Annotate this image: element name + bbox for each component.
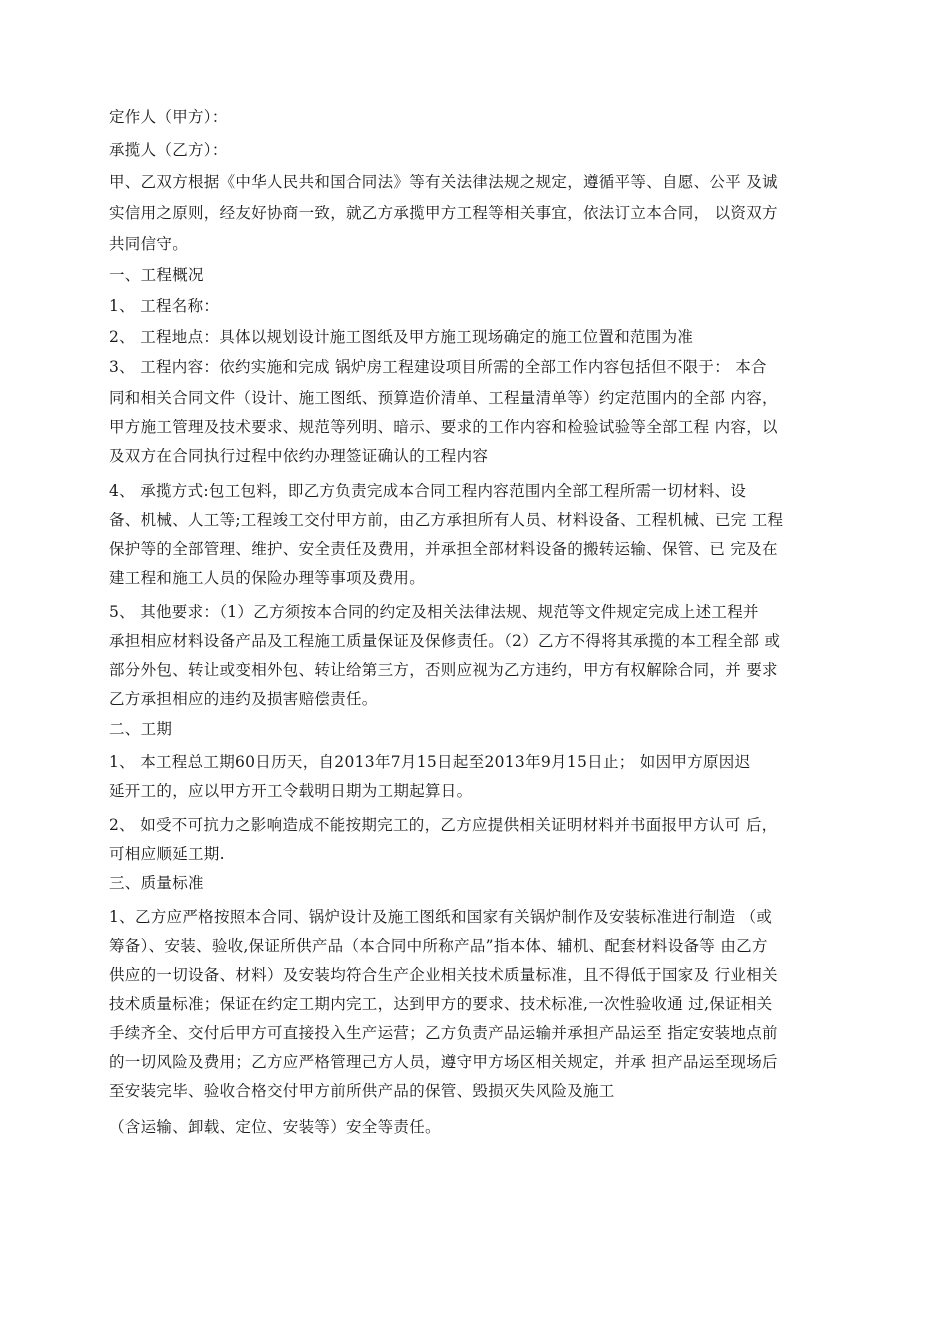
clause-3-1-line-3: 供应的一切设备、材料）及安装均符合生产企业相关技术质量标准，且不得低于国家及 行业相关 bbox=[109, 966, 778, 984]
clause-1-4-line-1: 4、 承揽方式:包工包料，即乙方负责完成本合同工程内容范围内全部工程所需一切材料、设 bbox=[109, 482, 747, 500]
clause-1-5-line-3: 部分外包、转让或变相外包、转让给第三方，否则应视为乙方违约，甲方有权解除合同，并 要求 bbox=[109, 661, 778, 679]
party-b-line: 承揽人（乙方）： bbox=[109, 141, 228, 159]
clause-3-1-line-8: （含运输、卸载、定位、安装等）安全等责任。 bbox=[109, 1118, 441, 1136]
clause-1-5-line-2: 承担相应材料设备产品及工程施工质量保证及保修责任。（2）乙方不得将其承揽的本工程全部 或 bbox=[109, 632, 781, 650]
clause-3-1-line-4: 技术质量标准；保证在约定工期内完工，达到甲方的要求、技术标准,一次性验收通 过,保证相关 bbox=[109, 995, 773, 1013]
clause-3-1-line-1: 1、乙方应严格按照本合同、锅炉设计及施工图纸和国家有关锅炉制作及安装标准进行制造 （或 bbox=[109, 908, 773, 926]
clause-2-2-line-1: 2、 如受不可抗力之影响造成不能按期完工的，乙方应提供相关证明材料并书面报甲方认可 后， bbox=[109, 816, 778, 834]
clause-1-5-line-1: 5、 其他要求：（1）乙方须按本合同的约定及相关法律法规、规范等文件规定完成上述工程并 bbox=[109, 603, 759, 621]
clause-1-2: 2、 工程地点：具体以规划设计施工图纸及甲方施工现场确定的施工位置和范围为准 bbox=[109, 328, 694, 346]
clause-1-3-line-2: 同和相关合同文件（设计、施工图纸、预算造价清单、工程量清单等）约定范围内的全部 内容， bbox=[109, 389, 778, 407]
clause-3-1-line-5: 手续齐全、交付后甲方可直接投入生产运营；乙方负责产品运输并承担产品运至 指定安装地点前 bbox=[109, 1024, 778, 1042]
clause-1-3-line-3: 甲方施工管理及技术要求、规范等列明、暗示、要求的工作内容和检验试验等全部工程 内容，以 bbox=[109, 418, 778, 436]
clause-3-1-line-7: 至安装完毕、验收合格交付甲方前所供产品的保管、毁损灭失风险及施工 bbox=[109, 1082, 615, 1100]
section-2-heading: 二、工期 bbox=[109, 720, 173, 738]
clause-2-2-line-2: 可相应顺延工期. bbox=[109, 845, 225, 863]
clause-1-4-line-3: 保护等的全部管理、维护、安全责任及费用，并承担全部材料设备的搬转运输、保管、已 完及在 bbox=[109, 540, 778, 558]
clause-3-1-line-6: 的一切风险及费用；乙方应严格管理己方人员，遵守甲方场区相关规定，并承 担产品运至现场后 bbox=[109, 1053, 778, 1071]
section-3-heading: 三、质量标准 bbox=[109, 874, 204, 892]
preamble-line-3: 共同信守。 bbox=[109, 235, 189, 253]
clause-1-3-line-1: 3、 工程内容：依约实施和完成 锅炉房工程建设项目所需的全部工作内容包括但不限于： 本合 bbox=[109, 358, 767, 376]
section-1-heading: 一、工程概况 bbox=[109, 266, 204, 284]
clause-3-1-line-2: 筹备）、安装、验收,保证所供产品（本合同中所称产品”指本体、辅机、配套材料设备等 由乙方 bbox=[109, 937, 768, 955]
clause-1-4-line-4: 建工程和施工人员的保险办理等事项及费用。 bbox=[109, 569, 426, 587]
clause-1-5-line-4: 乙方承担相应的违约及损害赔偿责任。 bbox=[109, 690, 378, 708]
clause-1-4-line-2: 备、机械、人工等;工程竣工交付甲方前，由乙方承担所有人员、材料设备、工程机械、已完 工程 bbox=[109, 511, 784, 529]
preamble-line-1: 甲、乙双方根据《中华人民共和国合同法》等有关法律法规之规定，遵循平等、自愿、公平 及诚 bbox=[109, 173, 778, 191]
clause-1-1: 1、 工程名称： bbox=[109, 297, 220, 315]
party-a-line: 定作人（甲方）： bbox=[109, 108, 228, 126]
clause-2-1-line-2: 延开工的，应以甲方开工令载明日期为工期起算日。 bbox=[109, 782, 473, 800]
preamble-line-2: 实信用之原则，经友好协商一致，就乙方承揽甲方工程等相关事宜，依法订立本合同， 以资双方 bbox=[109, 204, 778, 222]
clause-2-1-line-1: 1、 本工程总工期60日历天，自2013年7月15日起至2013年9月15日止； 如因甲方原因迟 bbox=[109, 753, 751, 771]
clause-1-3-line-4: 及双方在合同执行过程中依约办理签证确认的工程内容 bbox=[109, 447, 489, 465]
